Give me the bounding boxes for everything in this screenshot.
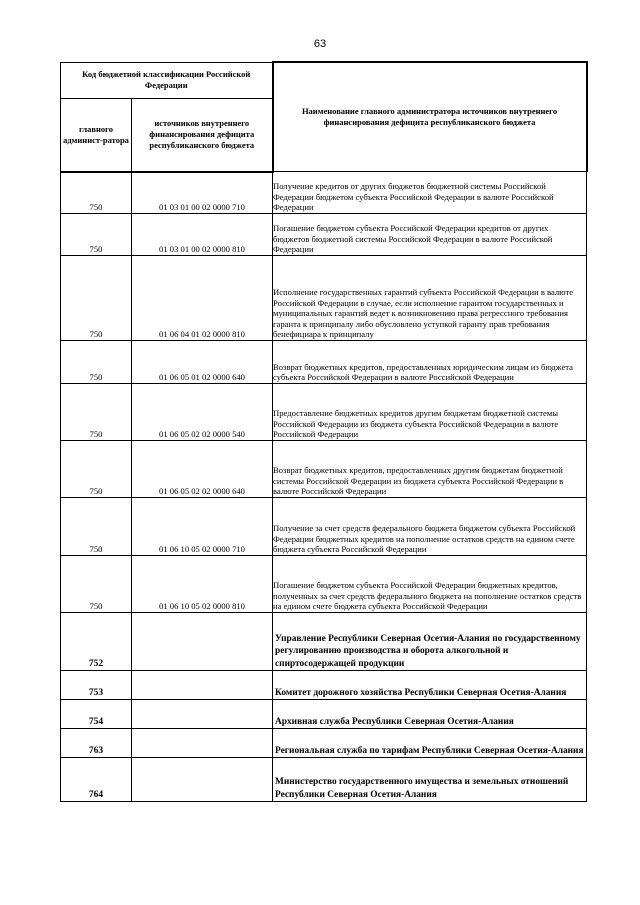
source-code-cell <box>132 613 273 671</box>
admin-code-cell: 750 <box>61 172 132 214</box>
administrator-name-cell: Исполнение государственных гарантий субъекта Российской Федерации в валюте Российской Федерации в случае, если исполнение гарантом государственных и муниципальных гарантий ведет к возникновению права регрессного требования гаранта к принципалу либо обусловлено уступкой гаранту прав требования бенефициара к принципалу <box>273 256 587 341</box>
administrator-name-cell: Управление Республики Северная Осетия-Алания по государственному регулированию производства и оборота алкогольной и спиртосодержащей продукции <box>273 613 587 671</box>
table-row <box>61 758 587 802</box>
header-name-column: Наименование главного администратора источников внутреннего финансирования дефицита республиканского бюджета <box>273 62 587 172</box>
administrator-name-cell: Возврат бюджетных кредитов, предоставленных другим бюджетам бюджетной системы Российской Федерации из бюджета субъекта Российской Федерации в валюте Российской Федерации <box>273 441 587 498</box>
admin-code-cell: 750 <box>61 341 132 384</box>
admin-code-cell: 750 <box>61 256 132 341</box>
source-code-cell: 01 06 10 05 02 0000 810 <box>132 556 273 613</box>
source-code-cell: 01 06 10 05 02 0000 710 <box>132 498 273 556</box>
admin-code-cell: 750 <box>61 498 132 556</box>
admin-code-cell: 750 <box>61 214 132 256</box>
source-code-cell <box>132 700 273 729</box>
page-number: 63 <box>313 38 327 50</box>
administrator-name-cell: Получение кредитов от других бюджетов бюджетной системы Российской Федерации бюджетом субъекта Российской Федерации в валюте Российской Федерации <box>273 172 587 214</box>
admin-code-cell: 750 <box>61 441 132 498</box>
administrator-name-cell: Министерство государственного имущества и земельных отношений Республики Северная Осетия-Алания <box>273 758 587 802</box>
source-code-cell: 01 03 01 00 02 0000 810 <box>132 214 273 256</box>
administrator-name-cell: Предоставление бюджетных кредитов другим бюджетам бюджетной системы Российской Федерации из бюджета субъекта Российской Федерации в валюте Российской Федерации <box>273 384 587 441</box>
administrator-name-cell: Региональная служба по тарифам Республики Северная Осетия-Алания <box>273 729 587 758</box>
source-code-cell: 01 03 01 00 02 0000 710 <box>132 172 273 214</box>
administrator-name-cell: Архивная служба Республики Северная Осетия-Алания <box>273 700 587 729</box>
table-row <box>61 384 587 441</box>
source-code-cell <box>132 671 273 700</box>
header-codes-group: Код бюджетной классификации Российской Федерации <box>61 62 273 98</box>
administrator-name-cell: Получение за счет средств федерального бюджета бюджетом субъекта Российской Федерации бюджетных кредитов на пополнение остатков средств на едином счете бюджета субъекта Российской Федерации <box>273 498 587 556</box>
table-row <box>61 172 587 214</box>
table-row <box>61 341 587 384</box>
table-row <box>61 256 587 341</box>
administrator-name-cell: Возврат бюджетных кредитов, предоставленных юридическим лицам из бюджета субъекта Российской Федерации в валюте Российской Федерации <box>273 341 587 384</box>
administrator-name-cell: Погашение бюджетом субъекта Российской Федерации кредитов от других бюджетов бюджетной системы Российской Федерации в валюте Российской Федерации <box>273 214 587 256</box>
source-code-cell: 01 06 05 02 02 0000 640 <box>132 441 273 498</box>
table-row <box>61 214 587 256</box>
source-code-cell: 01 06 05 02 02 0000 540 <box>132 384 273 441</box>
administrator-name-cell: Комитет дорожного хозяйства Республики Северная Осетия-Алания <box>273 671 587 700</box>
admin-code-cell: 750 <box>61 556 132 613</box>
admin-code-cell: 764 <box>61 758 132 802</box>
source-code-cell <box>132 758 273 802</box>
table-row <box>61 700 587 729</box>
source-code-cell <box>132 729 273 758</box>
admin-code-cell: 753 <box>61 671 132 700</box>
source-code-cell: 01 06 04 01 02 0000 810 <box>132 256 273 341</box>
header-admin-column: главного админист-ратора <box>61 98 132 172</box>
table-row <box>61 671 587 700</box>
admin-code-cell: 750 <box>61 384 132 441</box>
table-row <box>61 498 587 556</box>
admin-code-cell: 763 <box>61 729 132 758</box>
header-source-column: источников внутреннего финансирования дефицита республиканского бюджета <box>132 98 273 172</box>
table-row <box>61 729 587 758</box>
table-row <box>61 441 587 498</box>
table-row <box>61 613 587 671</box>
source-code-cell: 01 06 05 01 02 0000 640 <box>132 341 273 384</box>
admin-code-cell: 754 <box>61 700 132 729</box>
administrator-name-cell: Погашение бюджетом субъекта Российской Федерации бюджетных кредитов, полученных за счет средств федерального бюджета на пополнение остатков средств на едином счете бюджета субъекта Российской Федерации <box>273 556 587 613</box>
admin-code-cell: 752 <box>61 613 132 671</box>
table-row <box>61 556 587 613</box>
budget-classification-table <box>60 61 588 802</box>
